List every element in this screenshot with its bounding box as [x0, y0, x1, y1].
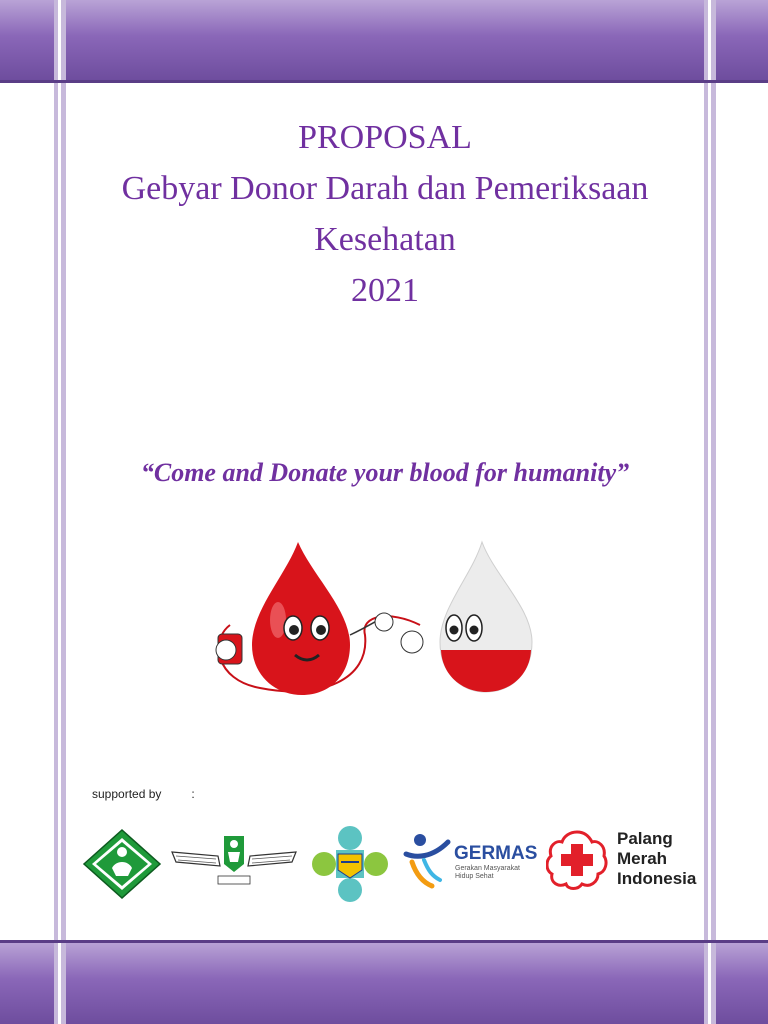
- pmi-name: [617, 829, 696, 889]
- proposal-title: [66, 114, 704, 315]
- palang-merah-logo-icon: [546, 830, 608, 890]
- germas-logo-icon: [402, 828, 458, 890]
- germas-title: GERMAS: [454, 843, 538, 864]
- supported-by-text: supported by: [92, 787, 162, 801]
- left-margin: [0, 80, 54, 942]
- bottom-frame-bar: [0, 942, 768, 1024]
- saka-bakti-husada-logo-icon: [82, 828, 162, 900]
- germas-subtitle: [455, 865, 520, 881]
- kemenkes-logo-icon: [310, 824, 390, 904]
- title-line-event: Gebyar Donor Darah dan Pemeriksaan: [121, 170, 649, 207]
- winged-emblem-logo-icon: [168, 832, 300, 890]
- germas-sub-line2: Hidup Sehat: [455, 873, 494, 880]
- title-line-kesehatan: Kesehatan: [314, 221, 456, 258]
- left-rail-highlight: [58, 0, 61, 1024]
- right-rail-highlight: [708, 0, 711, 1024]
- title-line-year: 2021: [351, 272, 419, 309]
- pmi-line-palang: Palang: [617, 829, 673, 848]
- blood-drop-characters-icon: [190, 530, 560, 710]
- supported-by-colon: :: [191, 787, 195, 801]
- slogan-quote: “Come and Donate your blood for humanity”: [140, 458, 630, 487]
- pmi-line-merah: Merah: [617, 849, 668, 868]
- bottom-bar-edge: [0, 940, 768, 943]
- supported-by-label: [92, 787, 195, 801]
- germas-sub-line1: Gerakan Masyarakat: [455, 865, 520, 872]
- top-bar-edge: [0, 80, 768, 83]
- pmi-line-indonesia: Indonesia: [617, 869, 697, 888]
- title-line-proposal: PROPOSAL: [298, 119, 472, 156]
- right-margin: [716, 80, 768, 942]
- top-frame-bar: [0, 0, 768, 80]
